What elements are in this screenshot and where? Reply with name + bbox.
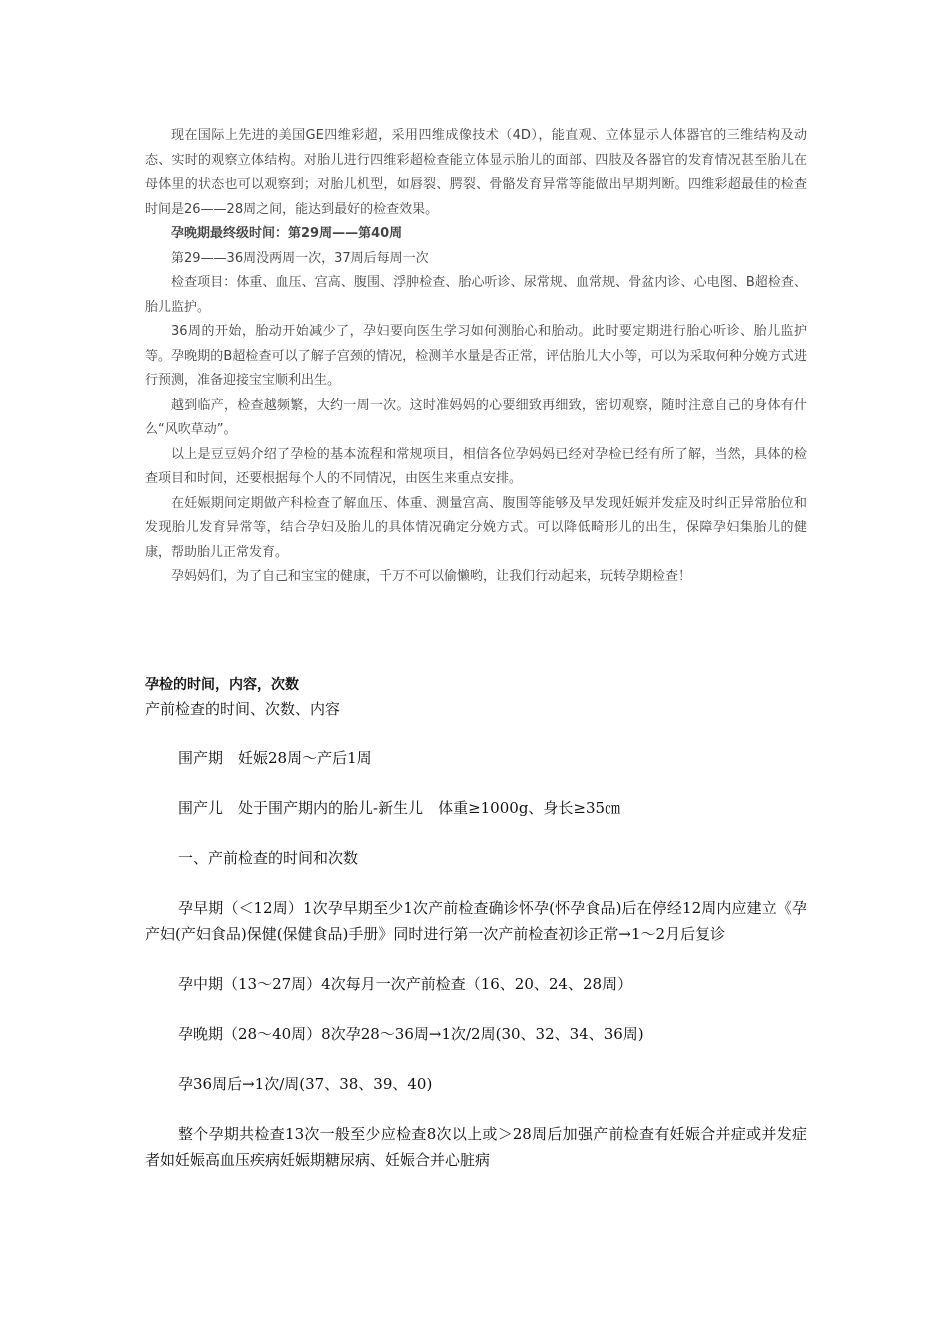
paragraph-total-checkups: 整个孕期共检查13次一般至少应检查8次以上或＞28周后加强产前检查有妊娠合并症或并发症者如妊娠高血压疾病妊娠期糖尿病、妊娠合并心脏病 — [145, 1125, 807, 1169]
paragraph-4d-ultrasound: 现在国际上先进的美国GE四维彩超，采用四维成像技术（4D），能直观、立体显示人体器官的三维结构及动态、实时的观察立体结构。对胎儿进行四维彩超检查能立体显示胎儿的面部、四肢及各器官的发育情况甚至胎儿在母体里的状态也可以观察到；对胎儿机型，如唇裂、腭裂、骨骼发育异常等能做出早期判断。四维彩超最佳的检查时间是26——28周之间，能达到最好的检查效果。 — [145, 128, 807, 217]
paragraph-after-36-weeks: 孕36周后→1次/周(37、38、39、40) — [178, 1075, 433, 1093]
paragraph-perinatal-period: 围产期 妊娠28周～产后1周 — [178, 749, 372, 767]
paragraph-perinatal-infant: 围产儿 处于围产期内的胎儿-新生儿 体重≥1000g、身长≥35㎝ — [178, 799, 621, 817]
paragraph-mid-pregnancy: 孕中期（13～27周）4次每月一次产前检查（16、20、24、28周） — [178, 975, 633, 993]
section-heading: 孕检的时间，内容，次数 — [145, 677, 299, 693]
section-prenatal-schedule — [145, 673, 807, 1197]
section-4d-ultrasound-and-late-pregnancy — [145, 124, 807, 590]
paragraph-regular-checkups: 在妊娠期间定期做产科检查了解血压、体重、测量宫高、腹围等能够及早发现妊娠并发症及时纠正异常胎位和发现胎儿发育异常等，结合孕妇及胎儿的具体情况确定分娩方式。可以降低畸形儿的出生，保障孕妇集胎儿的健康，帮助胎儿正常发育。 — [145, 495, 807, 560]
paragraph-section-one-title: 一、产前检查的时间和次数 — [178, 849, 359, 867]
paragraph-closing: 孕妈妈们，为了自己和宝宝的健康，千万不可以偷懒哟，让我们行动起来，玩转孕期检查！ — [171, 569, 692, 584]
paragraph-checkup-items: 检查项目：体重、血压、宫高、腹围、浮肿检查、胎心听诊、尿常规、血常规、骨盆内诊、心电图、B超检查、胎儿监护。 — [145, 275, 807, 315]
paragraph-week-36: 36周的开始，胎动开始减少了，孕妇要向医生学习如何测胎心和胎动。此时要定期进行胎心听诊、胎儿监护等。孕晚期的B超检查可以了解子宫颈的情况，检测羊水量是否正常，评估胎儿大小等，可以为采取何种分娩方式进行预测，准备迎接宝宝顺利出生。 — [145, 324, 807, 388]
paragraph-summary: 以上是豆豆妈介绍了孕检的基本流程和常规项目，相信各位孕妈妈已经对孕检已经有所了解，当然，具体的检查项目和时间，还要根据每个人的不同情况，由医生来重点安排。 — [145, 446, 807, 486]
paragraph-early-pregnancy: 孕早期（＜12周）1次孕早期至少1次产前检查确诊怀孕(怀孕食品)后在停经12周内应建立《孕产妇(产妇食品)保健(保健食品)手册》同时进行第一次产前检查初诊正常→1～2月后复诊 — [145, 899, 808, 943]
heading-late-pregnancy: 孕晚期最终级时间：第29周——第40周 — [171, 226, 403, 241]
section-subheading: 产前检查的时间、次数、内容 — [145, 700, 341, 718]
paragraph-late-pregnancy: 孕晚期（28～40周）8次孕28～36周→1次/2周(30、32、34、36周) — [178, 1025, 644, 1043]
paragraph-checkup-frequency: 第29——36周没两周一次，37周后每周一次 — [171, 250, 429, 266]
paragraph-near-delivery: 越到临产，检查越频繁，大约一周一次。这时准妈妈的心要细致再细致，密切观察，随时注意自己的身体有什么“风吹草动”。 — [145, 397, 807, 437]
